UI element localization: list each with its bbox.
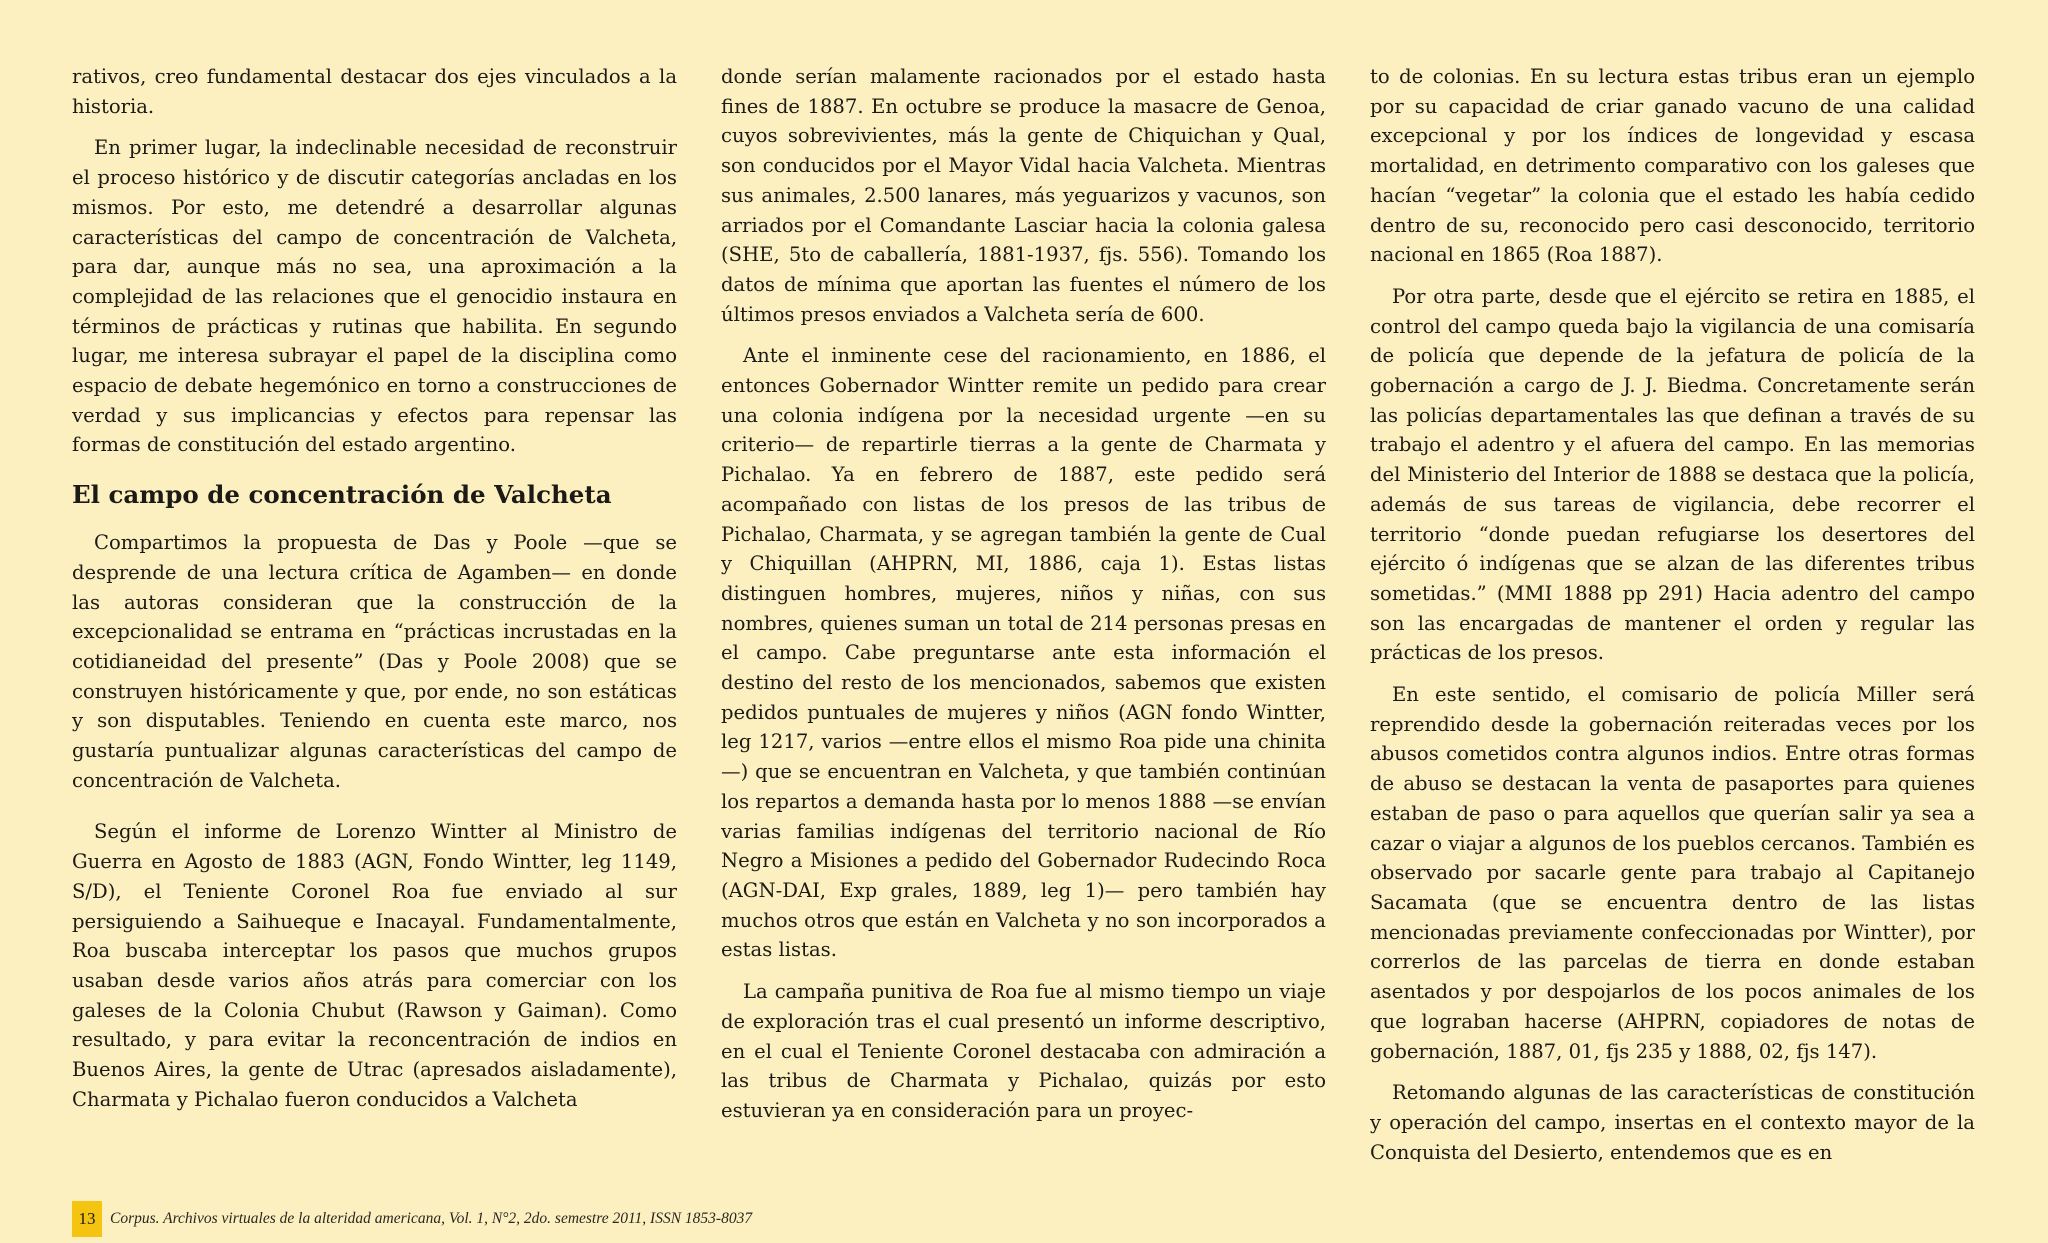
paragraph: Ante el inminente cese del racionamiento, en 1886, el entonces Gobernador Wintter remite un pedido para crear una colonia indígena por la necesidad urgente —en su criterio— de repartirle tierras a la gente de Charmata y Pichalao. Ya en febrero de 1887, este pedido será acompañado con listas de los presos de las tribus de Pichalao, Charmata, y se agregan también la gente de Cual y Chiquillan (AHPRN, MI, 1886, caja 1). Estas listas distinguen hombres, mujeres, niños y niñas, con sus nombres, quienes suman un total de 214 personas presas en el campo. Cabe preguntarse ante esta información el destino del resto de los mencionados, sabemos que existen pedidos puntuales de mujeres y niños (AGN fondo Wintter, leg 1217, varios —entre ellos el mismo Roa pide una chinita—) que se encuentran en Valcheta, y que también continúan los repartos a demanda hasta por lo menos 1888 —se envían varias familias indígenas del territorio nacional de Río Negro a Misiones a pedido del Gobernador Rudecindo Roca (AGN-DAI, Exp grales, 1889, leg 1)— pero también hay muchos otros que están en Valcheta y no son incorporados a estas listas.	[721, 344, 1326, 962]
section-heading: El campo de concentración de Valcheta	[72, 480, 612, 510]
text-column-3	[1370, 62, 1975, 1162]
paragraph: to de colonias. En su lectura estas tribus eran un ejemplo por su capacidad de criar ganado vacuno de una calidad excepcional y por los índices de longevidad y escasa mortalidad, en detrimento comparativo con los galeses que hacían “vegetar” la colonia que el estado les había cedido dentro de su, reconocido pero casi desconocido, territorio nacional en 1865 (Roa 1887).	[1370, 65, 1975, 267]
text-column-1	[72, 62, 677, 1162]
paragraph: Retomando algunas de las características de constitución y operación del campo, insertas en el contexto mayor de la Conquista del Desierto, entendemos que es en	[1370, 1081, 1975, 1162]
paragraph: En este sentido, el comisario de policía Miller será reprendido desde la gobernación reiteradas veces por los abusos cometidos contra algunos indios. Entre otras formas de abuso se destacan la venta de pasaportes para quienes estaban de paso o para aquellos que querían salir ya sea a cazar o viajar a algunos de los pueblos cercanos. También es observado por sacarle gente para trabajo al Capitanejo Sacamata (que se encuentra dentro de las listas mencionadas previamente confeccionadas por Wintter), por correrlos de las parcelas de tierra en donde estaban asentados y por despojarlos de los pocos animales de los que lograban hacerse (AHPRN, copiadores de notas de gobernación, 1887, 01, fjs 235 y 1888, 02, fjs 147).	[1370, 683, 1975, 1063]
paragraph: Compartimos la propuesta de Das y Poole —que se desprende de una lectura crítica de Agamben— en donde las autoras consideran que la construcción de la excepcionalidad se entrama en “prácticas incrustadas en la cotidianeidad del presente” (Das y Poole 2008) que se construyen históricamente y que, por ende, no son estáticas y son disputables. Teniendo en cuenta este marco, nos gustaría puntualizar algunas características del campo de concentración de Valcheta.	[72, 531, 677, 792]
paragraph: Por otra parte, desde que el ejército se retira en 1885, el control del campo queda bajo la vigilancia de una comisaría de policía que depende de la jefatura de policía de la gobernación a cargo de J. J. Biedma. Concretamente serán las policías departamentales las que definan a través de su trabajo el adentro y el afuera del campo. En las memorias del Ministerio del Interior de 1888 se destaca que la policía, además de sus tareas de vigilancia, debe recorrer el territorio “donde puedan refugiarse los desertores del ejército ó indígenas que se alzan de las diferentes tribus sometidas.” (MMI 1888 pp 291) Hacia adentro del campo son las encargadas de mantener el orden y regular las prácticas de los presos.	[1370, 284, 1975, 665]
paragraph: Según el informe de Lorenzo Wintter al Ministro de Guerra en Agosto de 1883 (AGN, Fondo Wintter, leg 1149, S/D), el Teniente Coronel Roa fue enviado al sur persiguiendo a Saihueque e Inacayal. Fundamentalmente, Roa buscaba interceptar los pasos que muchos grupos usaban desde varios años atrás para comerciar con los galeses de la Colonia Chubut (Rawson y Gaiman). Como resultado, y para evitar la reconcentración de indios en Buenos Aires, la gente de Utrac (apresados aisladamente), Charmata y Pichalao fueron conducidos a Valcheta	[72, 820, 677, 1111]
paragraph: En primer lugar, la indeclinable necesidad de reconstruir el proceso histórico y de discutir categorías ancladas en los mismos. Por esto, me detendré a desarrollar algunas características del campo de concentración de Valcheta, para dar, aunque más no sea, una aproximación a la complejidad de las relaciones que el genocidio instaura en términos de prácticas y rutinas que habilita. En segundo lugar, me interesa subrayar el papel de la disciplina como espacio de debate hegemónico en torno a construcciones de verdad y sus implicancias y efectos para repensar las formas de constitución del estado argentino.	[72, 136, 677, 457]
paragraph: donde serían malamente racionados por el estado hasta fines de 1887. En octubre se produce la masacre de Genoa, cuyos sobrevivientes, más la gente de Chiquichan y Qual, son conducidos por el Mayor Vidal hacia Valcheta. Mientras sus animales, 2.500 lanares, más yeguarizos y vacunos, son arriados por el Comandante Lasciar hacia la colonia galesa (SHE, 5to de caballería, 1881-1937, fjs. 556). Tomando los datos de mínima que aportan las fuentes el número de los últimos presos enviados a Valcheta sería de 600.	[721, 65, 1326, 326]
text-column-2	[721, 62, 1326, 1162]
page-footer	[72, 1201, 752, 1237]
paragraph: rativos, creo fundamental destacar dos ejes vinculados a la historia.	[72, 65, 677, 118]
paragraph: La campaña punitiva de Roa fue al mismo tiempo un viaje de exploración tras el cual presentó un informe descriptivo, en el cual el Teniente Coronel destacaba con admiración a las tribus de Charmata y Pichalao, quizás por esto estuvieran ya en consideración para un proyec-	[721, 980, 1326, 1122]
page-number-badge: 13	[72, 1201, 102, 1237]
journal-citation: Corpus. Archivos virtuales de la alteridad americana, Vol. 1, N°2, 2do. semestre 2011, ISSN 1853-8037	[110, 1210, 753, 1227]
article-body	[72, 62, 1976, 1162]
